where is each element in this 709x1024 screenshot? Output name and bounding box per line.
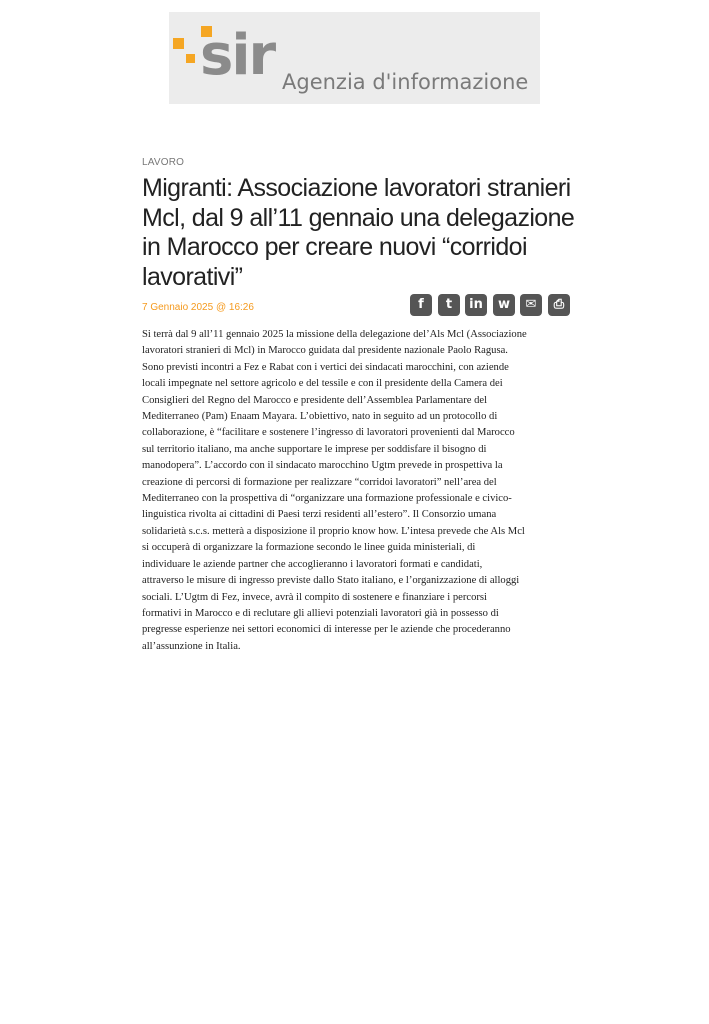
body-line: solidarietà s.c.s. metterà a disposizione il proprio know how. L’intesa prevede che Als Mcl bbox=[142, 525, 525, 537]
body-line: sociali. L’Ugtm di Fez, invece, avrà il compito di sostenere e finanziare i percorsi bbox=[142, 591, 487, 603]
article-title: Migranti: Associazione lavoratori stranieri Mcl, dal 9 all’11 gennaio una delegazione in Marocco per creare nuovi “corridoi lavorativi” bbox=[142, 174, 575, 291]
article-body bbox=[142, 327, 572, 655]
body-line: formativi in Marocco e di reclutare gli allievi potenziali lavoratori già in possesso di bbox=[142, 607, 499, 619]
facebook-icon[interactable]: f bbox=[410, 294, 432, 316]
whatsapp-icon[interactable]: w bbox=[493, 294, 515, 316]
body-line: Sono previsti incontri a Fez e Rabat con i vertici dei sindacati marocchini, con aziende bbox=[142, 361, 509, 373]
logo-text[interactable]: sir bbox=[200, 23, 275, 88]
body-line: collaborazione, è “facilitare e sostenere l’ingresso di lavoratori provenienti dal Marocco bbox=[142, 427, 515, 439]
body-line: manodopera”. L’accordo con il sindacato marocchino Ugtm prevede in prospettiva la bbox=[142, 460, 503, 472]
body-line: attraverso le misure di ingresso previste dallo Stato italiano, e l’organizzazione di alloggi bbox=[142, 575, 520, 587]
twitter-icon[interactable]: t bbox=[438, 294, 460, 316]
body-line: Mediterraneo con la prospettiva di “organizzare una formazione professionale e civico- bbox=[142, 493, 512, 505]
site-header bbox=[169, 12, 540, 104]
body-line: sul territorio italiano, ma anche supportare le imprese per soddisfare il bisogno di bbox=[142, 443, 487, 455]
article-category[interactable]: LAVORO bbox=[142, 157, 185, 168]
body-line: all’assunzione in Italia. bbox=[142, 640, 241, 652]
email-icon[interactable]: ✉ bbox=[520, 294, 542, 316]
body-line: individuare le aziende partner che accoglieranno i lavoratori formati e candidati, bbox=[142, 558, 483, 570]
body-line: Consiglieri del Regno del Marocco e presidente dell’Assemblea Parlamentare del bbox=[142, 394, 488, 406]
body-line: lavoratori stranieri di Mcl) in Marocco guidata dal presidente nazionale Paolo Ragusa. bbox=[142, 345, 508, 357]
body-line: creazione di percorsi di formazione per realizzare “corridoi lavoratori” nell’area del bbox=[142, 476, 497, 488]
article-date: 7 Gennaio 2025 @ 16:26 bbox=[142, 302, 254, 313]
body-line: linguistica rivolta ai cittadini di Paesi terzi residenti all’estero”. Il Consorzio umana bbox=[142, 509, 497, 521]
body-line: pregresse esperienze nei settori economici di interesse per le aziende che procederanno bbox=[142, 624, 511, 636]
body-line: Mediterraneo (Pam) Enaam Mayara. L’obiettivo, nato in seguito ad un protocollo di bbox=[142, 411, 498, 423]
print-icon[interactable]: ⎙ bbox=[548, 294, 570, 316]
logo-tagline: Agenzia d'informazione bbox=[282, 70, 529, 94]
body-line: Si terrà dal 9 all’11 gennaio 2025 la missione della delegazione del’Als Mcl (Associazione bbox=[142, 329, 527, 340]
body-line: locali impegnate nel settore agricolo e del tessile e con il presidente della Camera dei bbox=[142, 378, 503, 390]
body-line: si occuperà di organizzare la formazione secondo le linee guida ministeriali, di bbox=[142, 542, 476, 554]
linkedin-icon[interactable]: in bbox=[465, 294, 487, 316]
